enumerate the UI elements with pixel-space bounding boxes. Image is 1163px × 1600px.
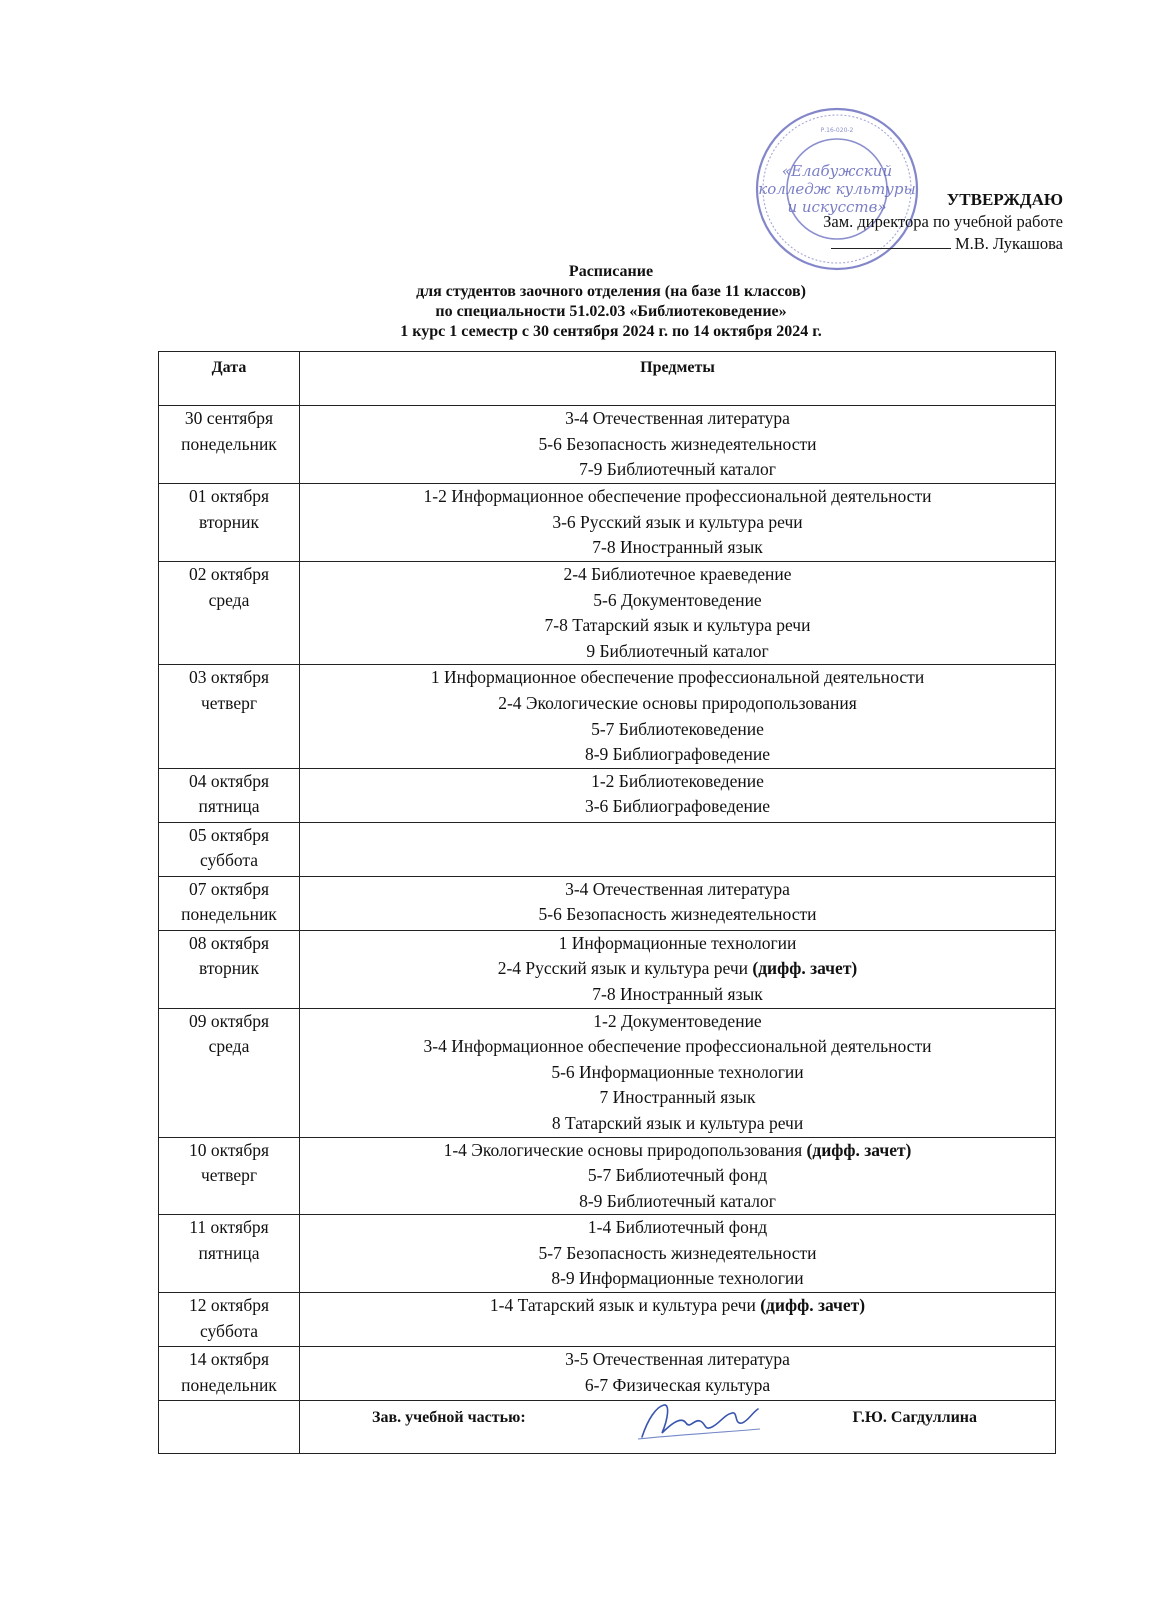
header-period: 1 курс 1 семестр с 30 сентября 2024 г. по 14 октября 2024 г. [400,323,822,340]
lesson-line [304,717,1051,743]
table-row [159,1008,1056,1137]
credit-note: (дифф. зачет) [752,958,858,979]
date-text: 07 октября [188,878,270,899]
lesson-text: 3-6 Русский язык и культура речи [552,511,803,532]
lesson-line [304,613,1051,639]
lesson-line [304,1111,1051,1137]
date-text: 11 октября [189,1217,269,1238]
subjects-cell [300,562,1056,665]
lesson-line [304,769,1051,795]
lesson-text: 8-9 Библиотечный каталог [579,1190,776,1211]
lesson-line [304,794,1051,820]
date-cell [159,1215,300,1293]
subjects-cell [300,1215,1056,1293]
lesson-text: 5-7 Библиотечный фонд [587,1165,768,1186]
date-cell [159,1008,300,1137]
weekday-text: понедельник [181,1374,277,1395]
lesson-line [304,956,1051,982]
date-cell [159,822,300,876]
date-cell [159,406,300,484]
lesson-line [304,1163,1051,1189]
lesson-text: 2-4 Экологические основы природопользования [498,692,857,713]
table-row [159,1293,1056,1347]
subjects-cell [300,665,1056,768]
lesson-text: 1-2 Документоведение [593,1010,762,1031]
lesson-text: 5-7 Библиотековедение [591,718,764,739]
lesson-text: 7 Иностранный язык [599,1087,756,1108]
weekday-text: четверг [200,692,258,713]
subjects-cell [300,406,1056,484]
table-row [159,1137,1056,1215]
subjects-cell [300,1008,1056,1137]
lesson-line [304,432,1051,458]
date-cell [159,562,300,665]
header-specialty: по специальности 51.02.03 «Библиотековедение» [435,303,787,320]
subjects-cell [300,1137,1056,1215]
date-cell [159,1137,300,1215]
lesson-line [304,1009,1051,1035]
lesson-line [304,1189,1051,1215]
lesson-text: 3-4 Отечественная литература [565,408,790,428]
lesson-line [304,457,1051,483]
weekday-text: понедельник [181,433,277,454]
weekday-text: четверг [200,1165,258,1186]
date-text: 04 октября [188,770,270,791]
lesson-line [304,562,1051,588]
credit-note: (дифф. зачет) [760,1295,866,1316]
header-title: Расписание [568,263,654,280]
weekday-text: вторник [199,511,259,532]
lesson-text: 1-4 Библиотечный фонд [587,1217,768,1238]
lesson-text: 1-4 Экологические основы природопользования [443,1139,807,1160]
subjects-cell [300,1293,1056,1347]
footer-name: Г.Ю. Сагдуллина [852,1409,977,1427]
subjects-cell [300,768,1056,822]
lesson-line [304,982,1051,1008]
lesson-text: 8-9 Библиографоведение [584,744,771,765]
weekday-text: среда [208,1036,250,1057]
lesson-text: 8 Татарский язык и культура речи [551,1112,804,1133]
head-signature [634,1399,764,1445]
footer-empty-cell [159,1401,300,1454]
date-text: 09 октября [188,1010,270,1031]
lesson-line [304,1266,1051,1292]
lesson-text: 3-4 Отечественная литература [565,878,790,899]
weekday-text: суббота [199,1320,258,1341]
weekday-text: суббота [199,850,258,871]
header-students: для студентов заочного отделения (на базе 11 классов) [416,283,806,300]
subjects-cell [300,822,1056,876]
svg-text:«Елабужский: «Елабужский [781,162,893,180]
approval-name: М.В. Лукашова [954,234,1063,253]
table-row [159,665,1056,768]
lesson-text: 1 Информационные технологии [558,932,797,953]
lesson-text: 9 Библиотечный каталог [586,640,769,661]
column-header-date: Дата [159,352,300,406]
date-text: 12 октября [188,1295,270,1316]
date-text: 08 октября [188,932,270,953]
lesson-text: 3-5 Отечественная литература [565,1349,790,1370]
table-row [159,768,1056,822]
lesson-line [304,484,1051,510]
lesson-line [304,1241,1051,1267]
lesson-line [304,535,1051,561]
lesson-text: 7-9 Библиотечный каталог [579,459,776,480]
date-text: 14 октября [188,1349,270,1370]
date-cell [159,930,300,1008]
footer-label: Зав. учебной частью: [372,1409,526,1427]
lesson-line [304,1215,1051,1241]
table-row [159,876,1056,930]
lesson-text: 2-4 Русский язык и культура речи [497,958,753,979]
date-cell [159,876,300,930]
svg-text:Р.16-020-2: Р.16-020-2 [820,127,854,134]
lesson-text: 7-8 Иностранный язык [592,537,763,558]
subjects-cell [300,484,1056,562]
table-row [159,562,1056,665]
lesson-line [304,1373,1051,1399]
subjects-cell [300,1347,1056,1401]
approval-signature-row [823,233,1063,255]
lesson-text: 5-6 Документоведение [593,589,762,610]
table-row [159,822,1056,876]
table-row [159,1347,1056,1401]
lesson-text: 8-9 Информационные технологии [551,1268,804,1289]
lesson-text: 3-4 Информационное обеспечение профессиональной деятельности [423,1036,932,1057]
date-cell [159,1293,300,1347]
lesson-line [304,406,1051,432]
table-row [159,484,1056,562]
lesson-line [304,639,1051,665]
column-header-subjects: Предметы [300,352,1056,406]
lesson-text: 1-2 Информационное обеспечение профессиональной деятельности [423,486,932,506]
approval-title: УТВЕРЖДАЮ [946,190,1063,209]
lesson-line [304,931,1051,957]
weekday-text: понедельник [181,904,277,925]
lesson-line [304,510,1051,536]
weekday-text: вторник [199,958,259,979]
date-text: 01 октября [188,486,270,506]
approval-position: Зам. директора по учебной работе [823,212,1063,231]
lesson-line [304,1034,1051,1060]
lesson-line [304,1347,1051,1373]
weekday-text: среда [208,589,250,610]
date-cell [159,665,300,768]
lesson-text: 7-8 Иностранный язык [592,983,763,1004]
lesson-line [304,665,1051,691]
date-text: 10 октября [188,1139,270,1160]
svg-text:колледж культуры: колледж культуры [758,180,916,198]
schedule-table [158,351,1056,1454]
lesson-line [304,742,1051,768]
table-row [159,1215,1056,1293]
lesson-text: 5-7 Безопасность жизнедеятельности [538,1242,817,1263]
weekday-text: пятница [198,1242,260,1263]
date-text: 05 октября [188,824,270,845]
date-cell [159,484,300,562]
lesson-line [304,877,1051,903]
lesson-line [304,588,1051,614]
footer-cell [300,1401,1056,1454]
signature-line [831,234,951,249]
lesson-line [304,1138,1051,1164]
table-row [159,930,1056,1008]
subjects-cell [300,876,1056,930]
footer-row [159,1401,1056,1454]
lesson-text: 5-6 Безопасность жизнедеятельности [538,904,817,925]
approval-block [823,189,1063,255]
lesson-text: 2-4 Библиотечное краеведение [563,564,792,584]
subjects-cell [300,930,1056,1008]
date-text: 03 октября [188,667,270,688]
date-text: 30 сентября [184,408,274,428]
lesson-text: 7-8 Татарский язык и культура речи [544,615,811,636]
lesson-text: 1-4 Татарский язык и культура речи [489,1295,761,1316]
document-header [0,262,1163,342]
lesson-text: 5-6 Безопасность жизнедеятельности [538,433,817,454]
lesson-line [304,691,1051,717]
date-text: 02 октября [188,564,270,584]
lesson-line [304,1060,1051,1086]
date-cell [159,1347,300,1401]
lesson-line [304,1085,1051,1111]
lesson-text: 3-6 Библиографоведение [584,796,771,817]
lesson-text: 5-6 Информационные технологии [551,1061,804,1082]
lesson-text: 1-2 Библиотековедение [591,770,764,791]
table-header-row [159,352,1056,406]
svg-text:и искусств»: и искусств» [787,198,887,216]
weekday-text: пятница [198,796,260,817]
table-row [159,406,1056,484]
credit-note: (дифф. зачет) [806,1139,912,1160]
lesson-line [304,902,1051,928]
lesson-line [304,1293,1051,1319]
lesson-text: 1 Информационное обеспечение профессиональной деятельности [430,667,925,688]
date-cell [159,768,300,822]
lesson-text: 6-7 Физическая культура [584,1374,771,1395]
